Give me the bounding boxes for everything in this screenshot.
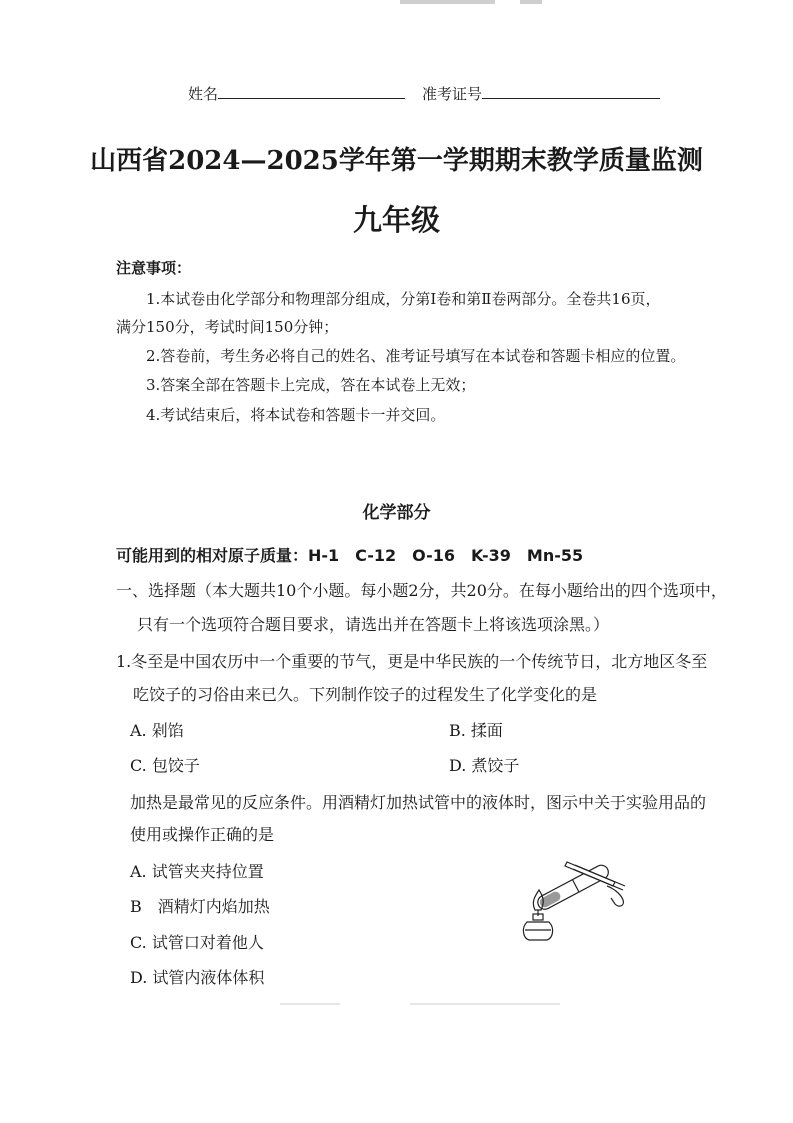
- atomic-masses: [116, 543, 583, 566]
- name-label: 姓名: [188, 85, 219, 103]
- exam-id-blank-line: [482, 86, 660, 99]
- exam-id-field: [422, 83, 660, 104]
- notes-item: 4.考试结束后，将本试卷和答题卡一并交回。: [146, 406, 446, 424]
- part-one-instructions: 一、选择题（本大题共10个小题。每小题2分，共20分。在每小题给出的四个选项中，: [116, 581, 727, 600]
- question-1-stem: 1.冬至是中国农历中一个重要的节气，更是中华民族的一个传统节日，北方地区冬至: [116, 652, 708, 671]
- question-1-option-a: A. 剁馅: [130, 721, 184, 740]
- notes-item: 2.答卷前，考生务必将自己的姓名、准考证号填写在本试卷和答题卡相应的位置。: [146, 347, 686, 365]
- notes-heading: 注意事项：: [116, 259, 192, 277]
- question-2-option-b: B 酒精灯内焰加热: [130, 897, 270, 916]
- exam-title: 山西省2024—2025学年第一学期期末教学质量监测: [90, 146, 703, 176]
- scan-artifact: [280, 1003, 340, 1005]
- exam-id-label: 准考证号: [422, 85, 483, 103]
- question-2-option-c: C. 试管口对着他人: [130, 933, 264, 952]
- grade-title: 九年级: [352, 203, 440, 237]
- name-blank-line: [218, 86, 405, 99]
- question-1-stem-cont: 吃饺子的习俗由来已久。下列制作饺子的过程发生了化学变化的是: [133, 685, 598, 704]
- name-field: [188, 83, 405, 104]
- alcohol-lamp-test-tube-icon: [515, 842, 635, 942]
- scan-mark-left: [400, 0, 495, 4]
- question-2-stem: 加热是最常见的反应条件。用酒精灯加热试管中的液体时，图示中关于实验用品的: [130, 793, 707, 812]
- question-2-option-a: A. 试管夹夹持位置: [130, 862, 264, 881]
- notes-item: 3.答案全部在答题卡上完成，答在本试卷上无效；: [146, 376, 476, 394]
- question-1-option-b: B. 揉面: [449, 721, 503, 740]
- question-2-stem-cont: 使用或操作正确的是: [130, 825, 275, 844]
- scan-artifact: [410, 1003, 560, 1005]
- notes-item: 1.本试卷由化学部分和物理部分组成，分第Ⅰ卷和第Ⅱ卷两部分。全卷共16页，: [146, 290, 661, 308]
- question-2-option-d: D. 试管内液体体积: [130, 968, 265, 987]
- question-1-option-c: C. 包饺子: [130, 756, 200, 775]
- scan-mark-right: [520, 0, 542, 4]
- notes-item: 满分150分，考试时间150分钟；: [116, 318, 339, 336]
- atomic-masses-text: 可能用到的相对原子质量：H-1 C-12 O-16 K-39 Mn-55: [116, 546, 584, 565]
- part-one-instructions-cont: 只有一个选项符合题目要求，请选出并在答题卡上将该选项涂黑。）: [137, 615, 610, 634]
- question-1-option-d: D. 煮饺子: [449, 756, 520, 775]
- section-title: 化学部分: [362, 503, 431, 523]
